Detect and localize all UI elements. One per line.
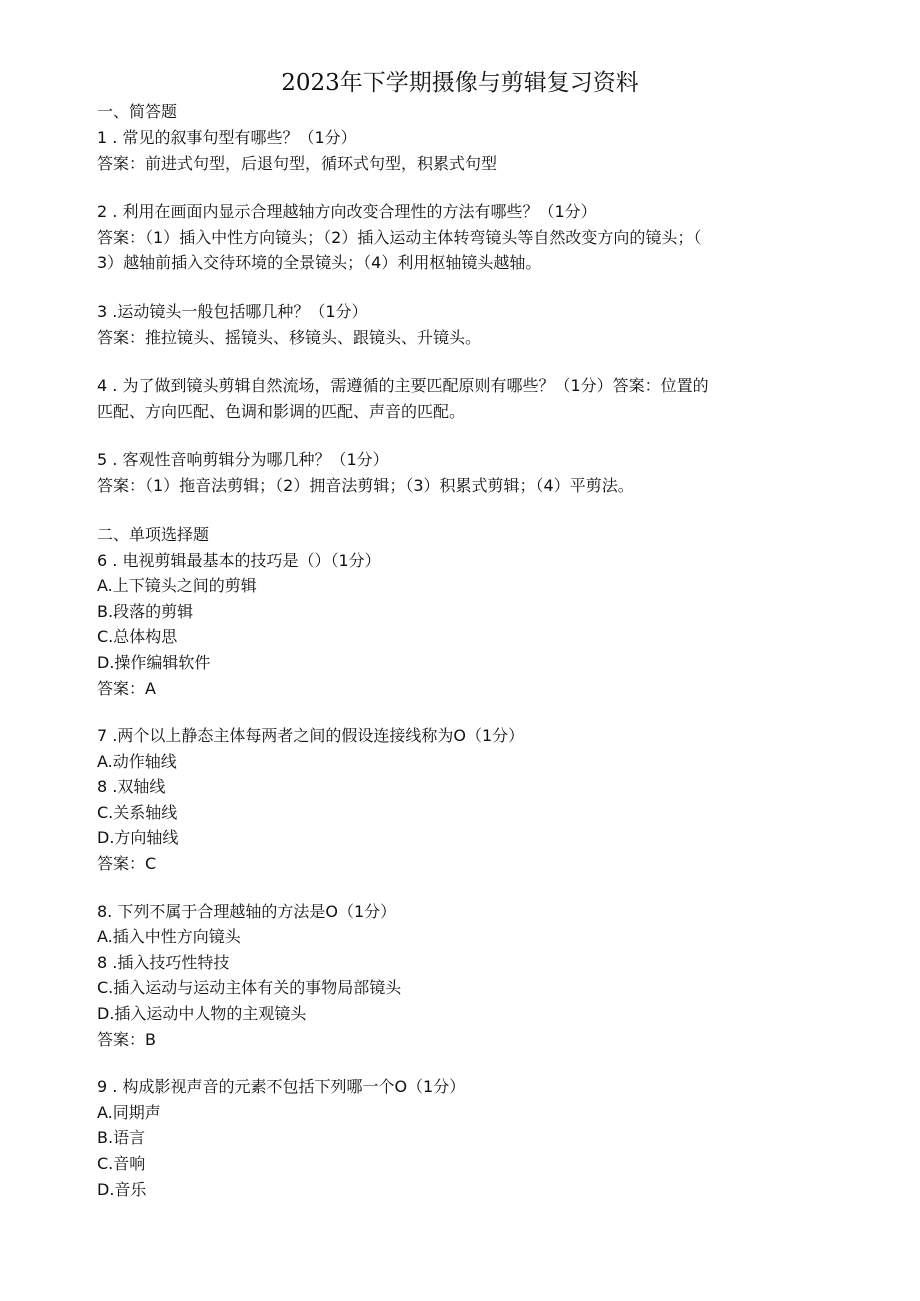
question-text: 9 . 构成影视声音的元素不包括下列哪一个O（1分） [97,1077,466,1097]
answer-text: 答案：（1）拖音法剪辑；（2）拥音法剪辑；（3）积累式剪辑；（4）平剪法。 [97,475,634,495]
document-body [97,99,827,1202]
option-text: A.插入中性方向镜头 [97,927,241,947]
question-text: 1 . 常见的叙事句型有哪些？（1分） [97,128,357,147]
option-text: C.总体构思 [97,627,178,647]
question-block [97,373,827,424]
question-block [97,1074,827,1202]
section-title-single-choice: 二、单项选择题 [97,524,210,544]
question-block [97,447,827,498]
option-text: D.操作编辑软件 [97,652,211,672]
answer-text: 答案：C [97,854,157,874]
question-text: 2 . 利用在画面内显示合理越轴方向改变合理性的方法有哪些？（1分） [97,202,597,222]
question-block [97,125,827,176]
document-title: 2023年下学期摄像与剪辑复习资料 [281,70,639,96]
question-text: 7 .两个以上静态主体每两者之间的假设连接线称为O（1分） [97,726,525,746]
option-text: C.音响 [97,1154,146,1173]
option-text: D.插入运动中人物的主观镜头 [97,1004,307,1024]
question-block [97,723,827,877]
question-text: 3 .运动镜头一般包括哪几种？（1分） [97,301,368,321]
option-text: A.同期声 [97,1102,161,1122]
option-text: C.关系轴线 [97,802,178,822]
answer-text: 3）越轴前插入交待环境的全景镜头；（4）利用枢轴镜头越轴。 [97,253,542,273]
answer-text: 答案：A [97,678,156,698]
question-text: 4 . 为了做到镜头剪辑自然流场，需遵循的主要匹配原则有哪些？（1分）答案：位置的 [97,376,709,396]
option-text: B.段落的剪辑 [97,601,194,621]
question-text: 5 . 客观性音响剪辑分为哪几种？（1分） [97,450,389,470]
option-text: A.上下镜头之间的剪辑 [97,576,257,596]
question-text: 6 . 电视剪辑最基本的技巧是（）（1分） [97,550,381,570]
question-text: 8. 下列不属于合理越轴的方法是O（1分） [97,901,397,921]
option-text: D.音乐 [97,1179,147,1199]
option-text: B.语言 [97,1128,146,1148]
question-block [97,299,827,350]
option-text: D.方向轴线 [97,828,179,848]
question-block [97,899,827,1053]
answer-text: 答案：前进式句型，后退句型，循环式句型，积累式句型 [97,153,498,173]
option-text: A.动作轴线 [97,751,177,771]
option-text: 8 .插入技巧性特技 [97,952,230,972]
question-block [97,548,827,702]
option-text: C.插入运动与运动主体有关的事物局部镜头 [97,978,402,998]
answer-text: 匹配、方向匹配、色调和影调的匹配、声音的匹配。 [97,401,466,421]
answer-text: 答案：B [97,1029,156,1049]
section-title-short-answer: 一、简答题 [97,102,178,121]
option-text: 8 .双轴线 [97,777,166,797]
answer-text: 答案：推拉镜头、摇镜头、移镜头、跟镜头、升镜头。 [97,327,482,347]
question-block [97,199,827,276]
answer-text: 答案：（1）插入中性方向镜头；（2）插入运动主体转弯镜头等自然改变方向的镜头；（ [97,227,702,247]
